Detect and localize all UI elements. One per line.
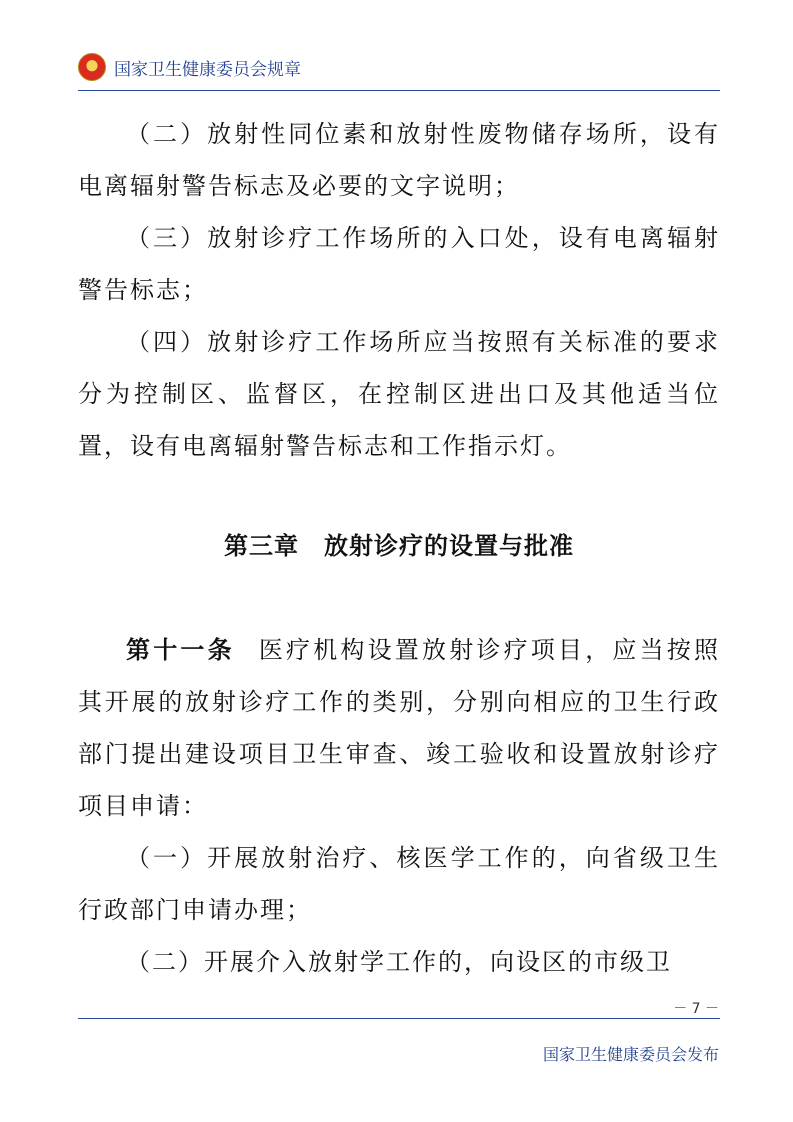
footer-publisher: 国家卫生健康委员会发布	[542, 1045, 719, 1064]
paragraph-item-4: （四）放射诊疗工作场所应当按照有关标准的要求分为控制区、监督区，在控制区进出口及其他适当位置，设有电离辐射警告标志和工作指示灯。	[78, 328, 720, 460]
article-text: 医疗机构设置放射诊疗项目，应当按照其开展的放射诊疗工作的类别，分别向相应的卫生行政部门提出建设项目卫生审查、竣工验收和设置放射诊疗项目申请：	[78, 636, 721, 820]
paragraph-item-3: （三）放射诊疗工作场所的入口处，设有电离辐射警告标志；	[78, 224, 720, 304]
paragraph-item-2: （二）放射性同位素和放射性废物储存场所，设有电离辐射警告标志及必要的文字说明；	[78, 120, 720, 200]
header-divider	[78, 90, 720, 91]
document-body	[78, 108, 720, 988]
national-emblem-icon	[78, 53, 106, 81]
chapter-heading: 第三章 放射诊疗的设置与批准	[224, 532, 574, 560]
page-header	[78, 52, 301, 82]
article-paragraph	[78, 624, 720, 832]
header-title: 国家卫生健康委员会规章	[114, 59, 301, 80]
article-number: 第十一条	[126, 636, 235, 664]
footer-divider	[78, 1018, 720, 1019]
paragraph-item-1: （一）开展放射治疗、核医学工作的，向省级卫生行政部门申请办理；	[78, 844, 720, 924]
paragraph-item-2b: （二）开展介入放射学工作的，向设区的市级卫	[126, 948, 672, 976]
page-number: － 7 －	[673, 1001, 719, 1017]
